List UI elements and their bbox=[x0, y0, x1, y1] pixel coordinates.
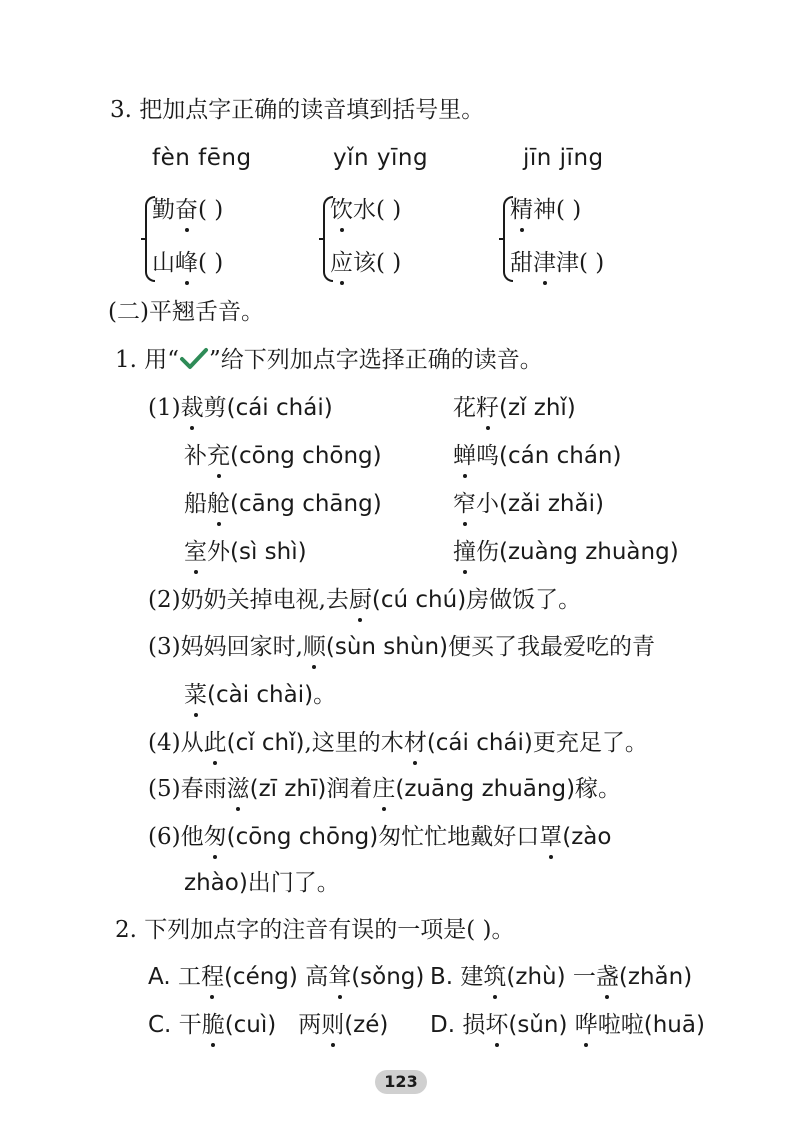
page-number: 123 bbox=[375, 1070, 427, 1094]
q1-sentence-2: (2)奶奶关掉电视,去厨(cú chú)房做饭了。 bbox=[148, 587, 582, 613]
q1-item-huazi: 花籽(zǐ zhǐ) bbox=[453, 395, 576, 421]
q1-sentence-5: (5)春雨滋(zī zhī)润着庄(zuāng zhuāng)稼。 bbox=[148, 776, 622, 802]
q1-item-shiwai: 室外(sì shì) bbox=[184, 539, 307, 565]
q1-sentence-3-line-2: 菜(cài chài)。 bbox=[184, 682, 337, 708]
q2-option-b: B. 建筑(zhù) 一盏(zhǎn) bbox=[430, 964, 693, 990]
q3-title: 3. 把加点字正确的读音填到括号里。 bbox=[110, 97, 485, 123]
q1-item-chanming: 蝉鸣(cán chán) bbox=[453, 443, 622, 469]
q2-option-d: D. 损坏(sǔn) 哗啦啦(huā) bbox=[430, 1012, 705, 1038]
q3-item-yinggai: 应该( ) bbox=[330, 250, 402, 276]
q1-sentence-6-line-2: zhào)出门了。 bbox=[184, 870, 340, 896]
q1-item-buchong: 补充(cōng chōng) bbox=[184, 443, 382, 469]
q2-option-a: A. 工程(céng) 高耸(sǒng) bbox=[148, 964, 425, 990]
q1-sentence-4: (4)从此(cǐ chǐ),这里的木材(cái chái)更充足了。 bbox=[148, 730, 648, 756]
q1-sentence-6-line-1: (6)他匆(cōng chōng)匆忙忙地戴好口罩(zào bbox=[148, 824, 612, 850]
check-mark-icon bbox=[179, 347, 209, 371]
q1-sentence-3-line-1: (3)妈妈回家时,顺(sùn shùn)便买了我最爱吃的青 bbox=[148, 634, 655, 660]
q3-item-tianjinjin: 甜津津( ) bbox=[510, 250, 605, 276]
section-2-title: (二)平翘舌音。 bbox=[108, 299, 264, 325]
q3-item-shanfeng: 山峰( ) bbox=[152, 250, 224, 276]
q1-item-caijian: (1)裁剪(cái chái) bbox=[148, 395, 333, 421]
q3-pinyin-group-1: fèn fēng bbox=[152, 145, 252, 171]
q3-item-yinshui: 饮水( ) bbox=[330, 197, 402, 223]
q3-item-qinfen: 勤奋( ) bbox=[152, 197, 224, 223]
q1-item-zhuangshang: 撞伤(zuàng zhuàng) bbox=[453, 539, 679, 565]
q1-item-chuancang: 船舱(cāng chāng) bbox=[184, 491, 382, 517]
q2-option-c: C. 干脆(cuì) 两则(zé) bbox=[148, 1012, 389, 1038]
q3-item-jingshen: 精神( ) bbox=[510, 197, 582, 223]
q3-pinyin-group-2: yǐn yīng bbox=[333, 145, 429, 171]
q1-title: 1. 用“ ”给下列加点字选择正确的读音。 bbox=[115, 347, 543, 373]
q1-item-zhaixiao: 窄小(zǎi zhǎi) bbox=[453, 491, 604, 517]
q3-pinyin-group-3: jīn jīng bbox=[523, 145, 604, 171]
q2-title: 2. 下列加点字的注音有误的一项是( )。 bbox=[115, 917, 515, 943]
